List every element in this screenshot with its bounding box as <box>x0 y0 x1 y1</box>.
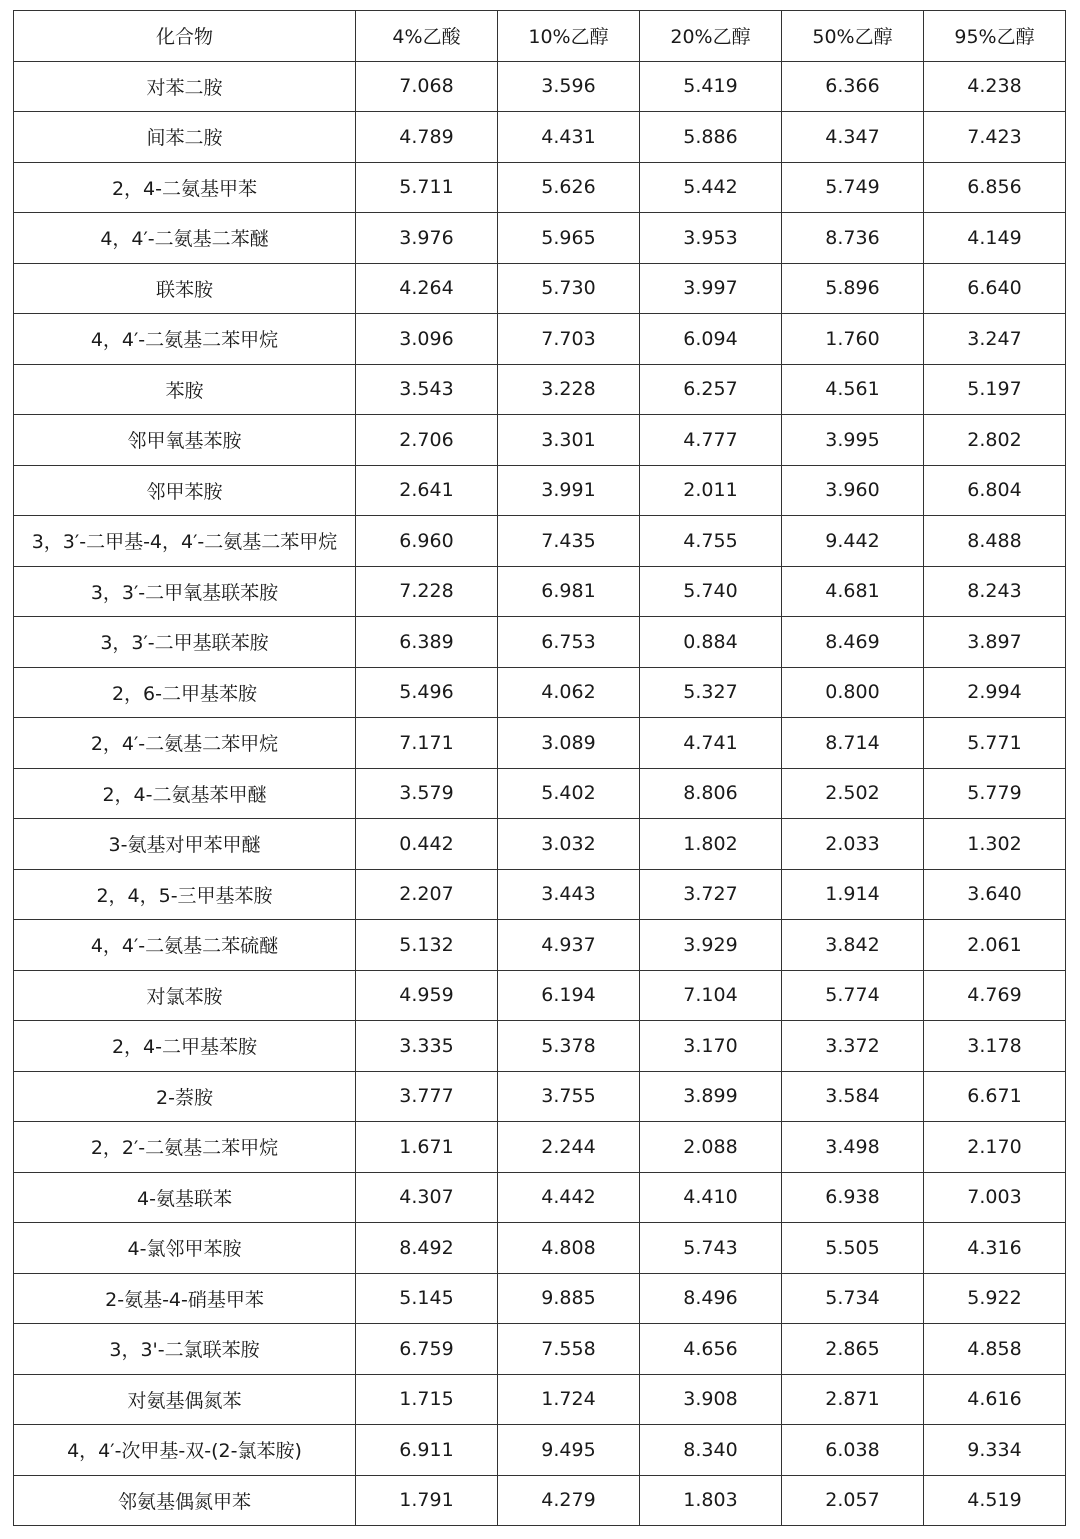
value-cell: 6.938 <box>782 1172 924 1223</box>
value-cell: 1.302 <box>924 819 1066 870</box>
value-cell: 8.469 <box>782 617 924 668</box>
table-row <box>14 1475 1066 1526</box>
value-cell: 3.301 <box>498 415 640 466</box>
value-cell: 6.194 <box>498 970 640 1021</box>
value-cell: 2.244 <box>498 1122 640 1173</box>
value-cell: 4.307 <box>356 1172 498 1223</box>
value-cell: 3.032 <box>498 819 640 870</box>
value-cell: 7.068 <box>356 61 498 112</box>
value-cell: 7.435 <box>498 516 640 567</box>
table-row <box>14 768 1066 819</box>
value-cell: 5.442 <box>640 162 782 213</box>
value-cell: 3.335 <box>356 1021 498 1072</box>
value-cell: 1.724 <box>498 1374 640 1425</box>
value-cell: 7.003 <box>924 1172 1066 1223</box>
value-cell: 7.703 <box>498 314 640 365</box>
value-cell: 2.706 <box>356 415 498 466</box>
value-cell: 4.238 <box>924 61 1066 112</box>
value-cell: 5.886 <box>640 112 782 163</box>
compound-name-cell: 2，4-二氨基苯甲醚 <box>14 768 356 819</box>
value-cell: 2.057 <box>782 1475 924 1526</box>
value-cell: 3.170 <box>640 1021 782 1072</box>
value-cell: 5.774 <box>782 970 924 1021</box>
value-cell: 4.959 <box>356 970 498 1021</box>
value-cell: 9.442 <box>782 516 924 567</box>
table-row <box>14 1425 1066 1476</box>
value-cell: 8.488 <box>924 516 1066 567</box>
value-cell: 3.498 <box>782 1122 924 1173</box>
value-cell: 5.402 <box>498 768 640 819</box>
value-cell: 7.558 <box>498 1324 640 1375</box>
value-cell: 3.897 <box>924 617 1066 668</box>
value-cell: 2.033 <box>782 819 924 870</box>
compound-name-cell: 2-萘胺 <box>14 1071 356 1122</box>
table-row <box>14 667 1066 718</box>
table-row <box>14 1172 1066 1223</box>
table-row <box>14 1021 1066 1072</box>
value-cell: 3.443 <box>498 869 640 920</box>
value-cell: 6.640 <box>924 263 1066 314</box>
value-cell: 7.104 <box>640 970 782 1021</box>
value-cell: 1.760 <box>782 314 924 365</box>
column-header: 95%乙醇 <box>924 11 1066 62</box>
value-cell: 6.094 <box>640 314 782 365</box>
table-row <box>14 516 1066 567</box>
column-header: 4%乙酸 <box>356 11 498 62</box>
value-cell: 2.502 <box>782 768 924 819</box>
value-cell: 4.410 <box>640 1172 782 1223</box>
value-cell: 3.372 <box>782 1021 924 1072</box>
value-cell: 7.423 <box>924 112 1066 163</box>
value-cell: 4.347 <box>782 112 924 163</box>
table-row <box>14 213 1066 264</box>
table-row <box>14 819 1066 870</box>
value-cell: 4.681 <box>782 566 924 617</box>
table-row <box>14 718 1066 769</box>
value-cell: 4.431 <box>498 112 640 163</box>
value-cell: 3.096 <box>356 314 498 365</box>
compound-name-cell: 3，3′-二甲氧基联苯胺 <box>14 566 356 617</box>
value-cell: 5.505 <box>782 1223 924 1274</box>
table-row <box>14 415 1066 466</box>
value-cell: 7.171 <box>356 718 498 769</box>
value-cell: 3.777 <box>356 1071 498 1122</box>
value-cell: 5.922 <box>924 1273 1066 1324</box>
value-cell: 4.264 <box>356 263 498 314</box>
value-cell: 2.802 <box>924 415 1066 466</box>
value-cell: 1.803 <box>640 1475 782 1526</box>
value-cell: 8.736 <box>782 213 924 264</box>
value-cell: 3.543 <box>356 364 498 415</box>
compound-name-cell: 3，3′-二甲基联苯胺 <box>14 617 356 668</box>
column-header: 化合物 <box>14 11 356 62</box>
value-cell: 5.711 <box>356 162 498 213</box>
value-cell: 4.149 <box>924 213 1066 264</box>
value-cell: 3.991 <box>498 465 640 516</box>
value-cell: 3.727 <box>640 869 782 920</box>
value-cell: 2.865 <box>782 1324 924 1375</box>
value-cell: 9.495 <box>498 1425 640 1476</box>
value-cell: 5.378 <box>498 1021 640 1072</box>
value-cell: 6.960 <box>356 516 498 567</box>
header-row <box>14 11 1066 62</box>
compound-name-cell: 4，4′-次甲基-双-(2-氯苯胺) <box>14 1425 356 1476</box>
value-cell: 8.492 <box>356 1223 498 1274</box>
value-cell: 4.062 <box>498 667 640 718</box>
value-cell: 2.061 <box>924 920 1066 971</box>
column-header: 50%乙醇 <box>782 11 924 62</box>
value-cell: 1.914 <box>782 869 924 920</box>
value-cell: 4.769 <box>924 970 1066 1021</box>
value-cell: 5.496 <box>356 667 498 718</box>
table-header <box>14 11 1066 62</box>
table-row <box>14 263 1066 314</box>
value-cell: 5.734 <box>782 1273 924 1324</box>
compound-name-cell: 2，6-二甲基苯胺 <box>14 667 356 718</box>
value-cell: 6.911 <box>356 1425 498 1476</box>
value-cell: 3.842 <box>782 920 924 971</box>
value-cell: 4.937 <box>498 920 640 971</box>
value-cell: 5.743 <box>640 1223 782 1274</box>
value-cell: 4.777 <box>640 415 782 466</box>
table-row <box>14 465 1066 516</box>
column-header: 20%乙醇 <box>640 11 782 62</box>
compound-name-cell: 2-氨基-4-硝基甲苯 <box>14 1273 356 1324</box>
compound-name-cell: 4，4′-二氨基二苯硫醚 <box>14 920 356 971</box>
value-cell: 8.496 <box>640 1273 782 1324</box>
compound-name-cell: 3，3'-二氯联苯胺 <box>14 1324 356 1375</box>
compound-name-cell: 邻氨基偶氮甲苯 <box>14 1475 356 1526</box>
value-cell: 0.442 <box>356 819 498 870</box>
value-cell: 4.616 <box>924 1374 1066 1425</box>
value-cell: 5.197 <box>924 364 1066 415</box>
table-row <box>14 162 1066 213</box>
table-row <box>14 617 1066 668</box>
value-cell: 2.641 <box>356 465 498 516</box>
table-row <box>14 869 1066 920</box>
value-cell: 4.561 <box>782 364 924 415</box>
value-cell: 8.714 <box>782 718 924 769</box>
value-cell: 3.596 <box>498 61 640 112</box>
value-cell: 3.584 <box>782 1071 924 1122</box>
value-cell: 3.640 <box>924 869 1066 920</box>
value-cell: 6.856 <box>924 162 1066 213</box>
compound-name-cell: 3，3′-二甲基-4，4′-二氨基二苯甲烷 <box>14 516 356 567</box>
value-cell: 3.976 <box>356 213 498 264</box>
table-row <box>14 566 1066 617</box>
value-cell: 2.207 <box>356 869 498 920</box>
compound-name-cell: 邻甲氧基苯胺 <box>14 415 356 466</box>
value-cell: 3.178 <box>924 1021 1066 1072</box>
value-cell: 6.804 <box>924 465 1066 516</box>
column-header: 10%乙醇 <box>498 11 640 62</box>
value-cell: 9.334 <box>924 1425 1066 1476</box>
value-cell: 5.419 <box>640 61 782 112</box>
value-cell: 2.871 <box>782 1374 924 1425</box>
value-cell: 3.929 <box>640 920 782 971</box>
compound-name-cell: 3-氨基对甲苯甲醚 <box>14 819 356 870</box>
value-cell: 1.802 <box>640 819 782 870</box>
compound-name-cell: 2，4-二氨基甲苯 <box>14 162 356 213</box>
table-row <box>14 970 1066 1021</box>
value-cell: 6.257 <box>640 364 782 415</box>
value-cell: 6.759 <box>356 1324 498 1375</box>
compound-name-cell: 4-氨基联苯 <box>14 1172 356 1223</box>
value-cell: 3.899 <box>640 1071 782 1122</box>
compound-name-cell: 4-氯邻甲苯胺 <box>14 1223 356 1274</box>
value-cell: 5.740 <box>640 566 782 617</box>
table-body <box>14 61 1066 1526</box>
value-cell: 4.741 <box>640 718 782 769</box>
compound-name-cell: 4，4′-二氨基二苯甲烷 <box>14 314 356 365</box>
value-cell: 5.132 <box>356 920 498 971</box>
value-cell: 2.088 <box>640 1122 782 1173</box>
value-cell: 3.228 <box>498 364 640 415</box>
compound-name-cell: 间苯二胺 <box>14 112 356 163</box>
value-cell: 4.442 <box>498 1172 640 1223</box>
value-cell: 5.771 <box>924 718 1066 769</box>
value-cell: 5.779 <box>924 768 1066 819</box>
data-table <box>13 10 1066 1526</box>
value-cell: 7.228 <box>356 566 498 617</box>
value-cell: 4.519 <box>924 1475 1066 1526</box>
value-cell: 1.671 <box>356 1122 498 1173</box>
value-cell: 6.981 <box>498 566 640 617</box>
value-cell: 4.808 <box>498 1223 640 1274</box>
value-cell: 5.626 <box>498 162 640 213</box>
table-row <box>14 314 1066 365</box>
value-cell: 2.170 <box>924 1122 1066 1173</box>
value-cell: 4.279 <box>498 1475 640 1526</box>
value-cell: 3.579 <box>356 768 498 819</box>
compound-name-cell: 邻甲苯胺 <box>14 465 356 516</box>
value-cell: 5.749 <box>782 162 924 213</box>
value-cell: 6.038 <box>782 1425 924 1476</box>
value-cell: 5.896 <box>782 263 924 314</box>
value-cell: 6.389 <box>356 617 498 668</box>
value-cell: 6.753 <box>498 617 640 668</box>
value-cell: 3.995 <box>782 415 924 466</box>
value-cell: 3.908 <box>640 1374 782 1425</box>
compound-name-cell: 对苯二胺 <box>14 61 356 112</box>
compound-name-cell: 2，4-二甲基苯胺 <box>14 1021 356 1072</box>
value-cell: 3.755 <box>498 1071 640 1122</box>
value-cell: 3.960 <box>782 465 924 516</box>
value-cell: 0.884 <box>640 617 782 668</box>
value-cell: 8.243 <box>924 566 1066 617</box>
compound-name-cell: 2，4′-二氨基二苯甲烷 <box>14 718 356 769</box>
value-cell: 4.316 <box>924 1223 1066 1274</box>
value-cell: 0.800 <box>782 667 924 718</box>
table-row <box>14 1223 1066 1274</box>
value-cell: 3.953 <box>640 213 782 264</box>
value-cell: 5.730 <box>498 263 640 314</box>
compound-name-cell: 4，4′-二氨基二苯醚 <box>14 213 356 264</box>
compound-name-cell: 对氯苯胺 <box>14 970 356 1021</box>
value-cell: 8.806 <box>640 768 782 819</box>
table-row <box>14 1071 1066 1122</box>
value-cell: 2.994 <box>924 667 1066 718</box>
table-row <box>14 1122 1066 1173</box>
value-cell: 8.340 <box>640 1425 782 1476</box>
value-cell: 4.858 <box>924 1324 1066 1375</box>
value-cell: 4.755 <box>640 516 782 567</box>
value-cell: 6.671 <box>924 1071 1066 1122</box>
compound-name-cell: 2，4，5-三甲基苯胺 <box>14 869 356 920</box>
table-row <box>14 1273 1066 1324</box>
value-cell: 4.656 <box>640 1324 782 1375</box>
compound-name-cell: 对氨基偶氮苯 <box>14 1374 356 1425</box>
compound-name-cell: 2，2′-二氨基二苯甲烷 <box>14 1122 356 1173</box>
value-cell: 6.366 <box>782 61 924 112</box>
value-cell: 1.791 <box>356 1475 498 1526</box>
value-cell: 4.789 <box>356 112 498 163</box>
table-row <box>14 1374 1066 1425</box>
table-row <box>14 364 1066 415</box>
value-cell: 3.997 <box>640 263 782 314</box>
value-cell: 5.965 <box>498 213 640 264</box>
value-cell: 3.247 <box>924 314 1066 365</box>
value-cell: 5.145 <box>356 1273 498 1324</box>
table-row <box>14 61 1066 112</box>
table-row <box>14 920 1066 971</box>
compound-name-cell: 苯胺 <box>14 364 356 415</box>
value-cell: 2.011 <box>640 465 782 516</box>
table-row <box>14 1324 1066 1375</box>
table-row <box>14 112 1066 163</box>
value-cell: 1.715 <box>356 1374 498 1425</box>
value-cell: 5.327 <box>640 667 782 718</box>
compound-name-cell: 联苯胺 <box>14 263 356 314</box>
value-cell: 9.885 <box>498 1273 640 1324</box>
value-cell: 3.089 <box>498 718 640 769</box>
